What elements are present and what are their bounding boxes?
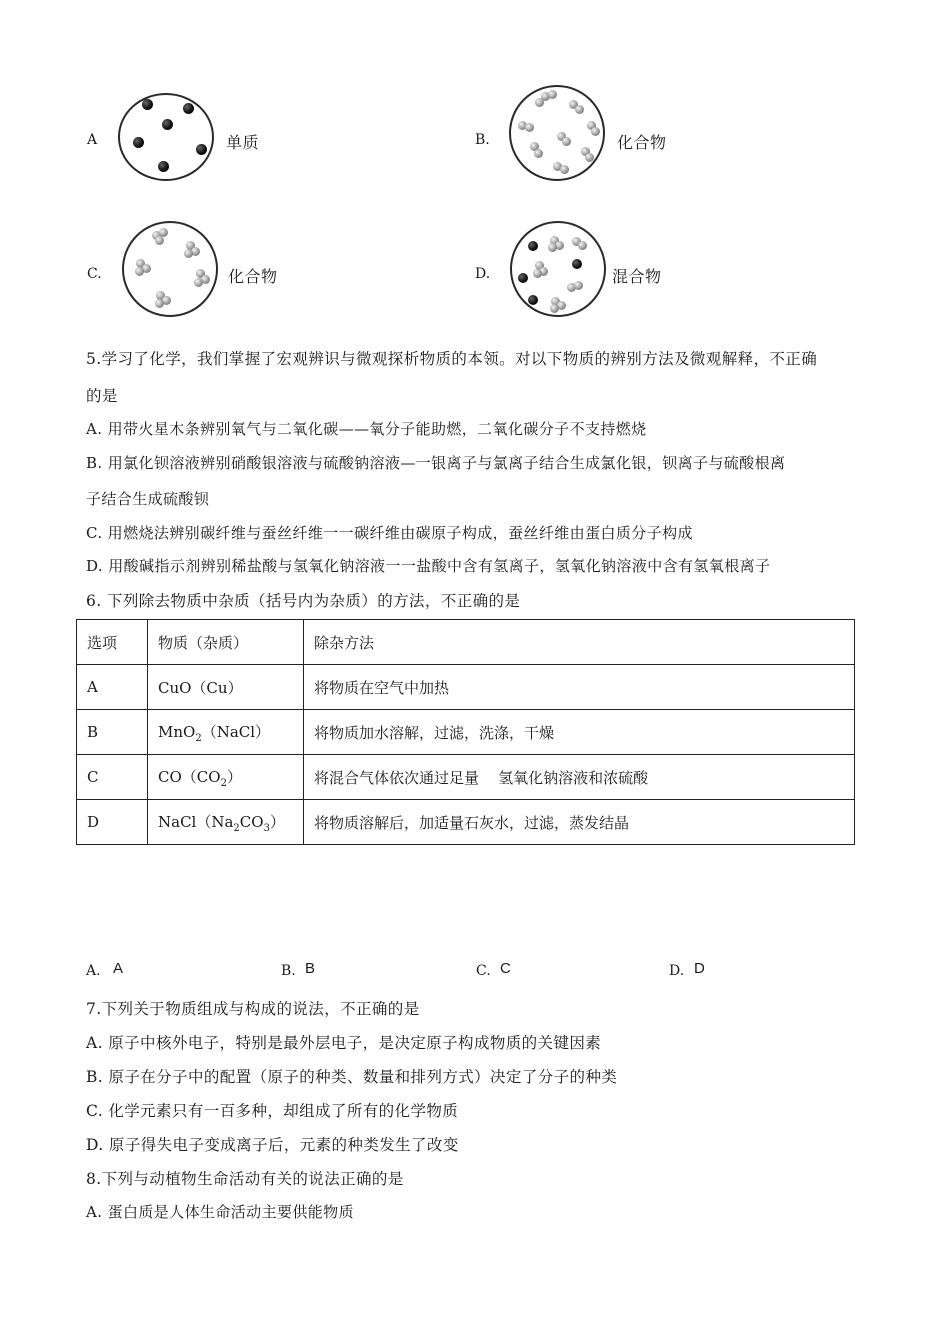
table-header-cell: 物质（杂质） (148, 620, 304, 665)
option-c-label: C. (87, 266, 102, 282)
q7-option-a: A. 原子中核外电子，特别是最外层电子，是决定原子构成物质的关键因素 (86, 1034, 602, 1052)
q5-option-a: A. 用带火星木条辨别氧气与二氧化碳——氧分子能助燃，二氧化碳分子不支持燃烧 (86, 420, 647, 438)
diagram-a-caption: 单质 (226, 133, 260, 152)
q6-answer-c-label: C. (476, 963, 491, 979)
table-header-cell: 选项 (77, 620, 148, 665)
table-cell-substance: $NaCl(Na_2CO_3)$ (148, 800, 304, 845)
table-cell-option: D (77, 800, 148, 845)
table-cell-option: B (77, 710, 148, 755)
q6-table (76, 619, 855, 845)
table-cell-substance: $CO(CO_2)$ (148, 755, 304, 800)
q5-option-c: C. 用燃烧法辨别碳纤维与蚕丝纤维一一碳纤维由碳原子构成，蚕丝纤维由蛋白质分子构成 (86, 524, 693, 542)
table-cell-option: C (77, 755, 148, 800)
table-row (77, 800, 855, 845)
q5-option-d: D. 用酸碱指示剂辨别稀盐酸与氢氧化钠溶液一一盐酸中含有氢离子，氢氧化钠溶液中含有氢氧根离子 (86, 557, 771, 575)
table-cell-method: 将物质溶解后，加适量石灰水，过滤，蒸发结晶 (304, 800, 855, 845)
diagram-b-caption: 化合物 (617, 133, 667, 152)
option-d-label: D. (475, 266, 491, 282)
table-cell-substance: CuO（Cu） (148, 665, 304, 710)
q6-answer-a-label: A. (86, 963, 101, 979)
q7-stem: 7.下列关于物质组成与构成的说法，不正确的是 (86, 1000, 420, 1018)
q6-answer-d-label: D. (669, 963, 685, 979)
table-row (77, 755, 855, 800)
particle-diagram-c (122, 221, 218, 317)
q6-answer-c-value: C (500, 960, 511, 977)
table-cell-method: 将混合气体依次通过足量 氢氧化钠溶液和浓硫酸 (304, 755, 855, 800)
q6-stem: 6. 下列除去物质中杂质（括号内为杂质）的方法，不正确的是 (86, 592, 521, 610)
q6-answer-b-label: B. (281, 963, 296, 979)
option-a-label: A (87, 132, 98, 148)
q8-option-a: A. 蛋白质是人体生命活动主要供能物质 (86, 1203, 354, 1221)
q7-option-d: D. 原子得失电子变成离子后，元素的种类发生了改变 (86, 1136, 459, 1154)
particle-diagram-b (509, 85, 605, 181)
option-b-label: B. (475, 132, 490, 148)
table-cell-option: A (77, 665, 148, 710)
table-header-cell: 除杂方法 (304, 620, 855, 665)
q5-stem-line1: 5.学习了化学，我们掌握了宏观辨识与微观探析物质的本领。对以下物质的辨别方法及微观解释，不正确 (86, 350, 818, 368)
table-cell-substance: MnO$_2$（NaCl） (148, 710, 304, 755)
table-header-row (77, 620, 855, 665)
q5-option-b-line2: 子结合生成硫酸钡 (86, 490, 210, 508)
q7-option-c: C. 化学元素只有一百多种，却组成了所有的化学物质 (86, 1102, 459, 1120)
q6-answer-d-value: D (694, 960, 705, 977)
q5-stem-line2: 的是 (86, 387, 118, 405)
table-cell-method: 将物质在空气中加热 (304, 665, 855, 710)
q5-option-b-line1: B. 用氯化钡溶液辨别硝酸银溶液与硫酸钠溶液—一银离子与氯离子结合生成氯化银，钡离子与硫酸根离 (86, 454, 786, 472)
q8-stem: 8.下列与动植物生命活动有关的说法正确的是 (86, 1170, 404, 1188)
particle-diagram-a (118, 93, 214, 181)
diagram-c-caption: 化合物 (228, 267, 278, 286)
table-row (77, 665, 855, 710)
q6-answer-b-value: B (305, 960, 316, 977)
diagram-d-caption: 混合物 (612, 267, 662, 286)
table-row (77, 710, 855, 755)
particle-diagram-d (510, 221, 606, 317)
table-cell-method: 将物质加水溶解，过滤，洗涤，干燥 (304, 710, 855, 755)
q7-option-b: B. 原子在分子中的配置（原子的种类、数量和排列方式）决定了分子的种类 (86, 1068, 618, 1086)
q6-answer-a-value: A (113, 960, 124, 977)
